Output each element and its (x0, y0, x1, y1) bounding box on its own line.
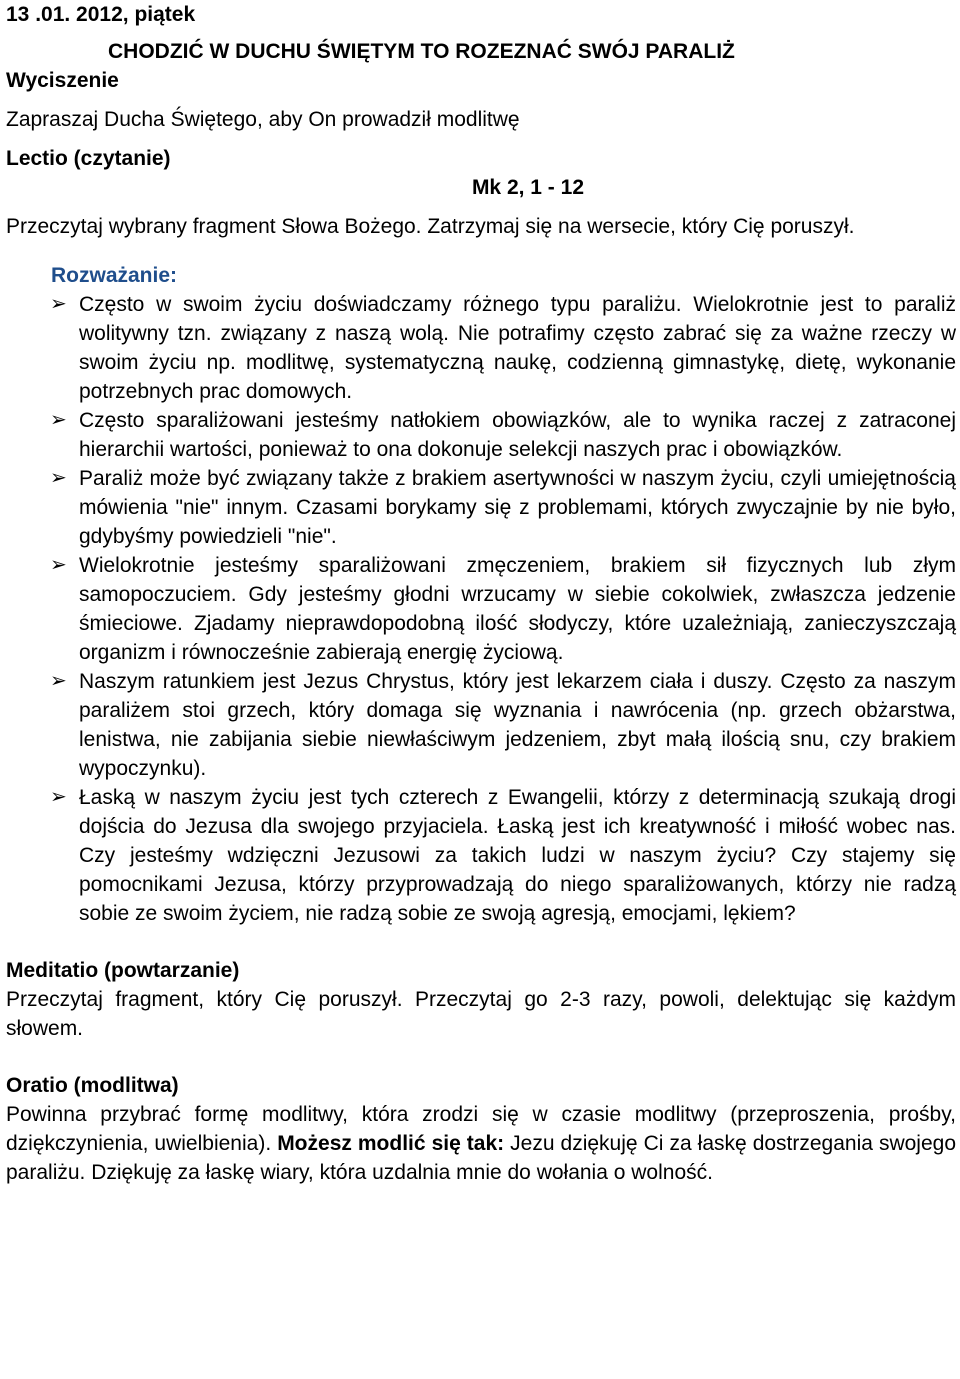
scripture-reference: Mk 2, 1 - 12 (471, 176, 584, 199)
oratio-heading: Oratio (modlitwa) (6, 1074, 179, 1097)
list-item-text: Wielokrotnie jesteśmy sparaliżowani zmęczeniem, brakiem sił fizycznych lub złym samopoczuciem. Gdy jesteśmy głodni wrzucamy w siebie cokolwiek, zwłaszcza jedzenie śmieciowe. Zjadamy nieprawdopodobną ilość słodyczy, które uzależniają, zanieczyszczają organizm i równocześnie zabierają energię życiową. (79, 554, 956, 664)
list-item-text: Często sparaliżowani jesteśmy natłokiem obowiązków, ale to wynika raczej z zatraconej hierarchii wartości, ponieważ to ona dokonuje selekcji naszych prac i obowiązków. (79, 409, 956, 461)
lectio-text: Przeczytaj wybrany fragment Słowa Bożego. Zatrzymaj się na wersecie, który Cię poruszył. (6, 215, 855, 238)
list-item (6, 551, 956, 667)
meditatio-text: Przeczytaj fragment, który Cię poruszył. Przeczytaj go 2-3 razy, powoli, delektując się każdym słowem. (6, 988, 956, 1040)
list-item-text: Paraliż może być związany także z brakiem asertywności w naszym życiu, czyli umiejętnością mówienia "nie" innym. Czasami borykamy się z problemami, których zwyczajnie by nie było, gdybyśmy powiedzieli "nie". (79, 467, 956, 548)
list-item (6, 290, 956, 406)
arrow-bullet-icon: ➢ (50, 409, 67, 431)
rozwazanie-list (6, 290, 956, 928)
list-item-text: Łaską w naszym życiu jest tych czterech z Ewangelii, którzy z determinacją szukają drogi dojścia do Jezusa dla swojego przyjaciela. Łaską jest ich kreatywność i miłość wobec nas. Czy jesteśmy wdzięczni Jezusowi za takich ludzi w naszym życiu? Czy stajemy się pomocnikami Jezusa, którzy przyprowadzają do niego sparaliżowanych, którzy nie radzą sobie ze swoim życiem, nie radzą sobie ze swoją agresją, emocjami, lękiem? (79, 786, 956, 925)
meditatio-heading: Meditatio (powtarzanie) (6, 959, 240, 982)
list-item (6, 783, 956, 928)
oratio-text-before: Powinna przybrać formę modlitwy, która zrodzi się w czasie modlitwy (przeproszenia, prośby, dziękczynienia, uwielbienia). (6, 1103, 956, 1155)
arrow-bullet-icon: ➢ (50, 293, 67, 315)
arrow-bullet-icon: ➢ (50, 786, 67, 808)
rozwazanie-heading: Rozważanie: (51, 264, 178, 287)
list-item (6, 667, 956, 783)
oratio-text (6, 1100, 956, 1187)
wyciszenie-text: Zapraszaj Ducha Świętego, aby On prowadził modlitwę (6, 108, 520, 131)
arrow-bullet-icon: ➢ (50, 467, 67, 489)
arrow-bullet-icon: ➢ (50, 554, 67, 576)
list-item-text: Naszym ratunkiem jest Jezus Chrystus, który jest lekarzem ciała i duszy. Często za naszym paraliżem stoi grzech, który domaga się wyznania i nawrócenia (np. grzech obżarstwa, lenistwa, nie zabijania siebie niewłaściwym jedzeniem, zbyt małą ilością snu, czy brakiem wypoczynku). (79, 670, 956, 780)
list-item (6, 406, 956, 464)
document-page (6, 0, 956, 1187)
arrow-bullet-icon: ➢ (50, 670, 67, 692)
oratio-bold-phrase: Możesz modlić się tak: (277, 1132, 505, 1155)
date-line: 13 .01. 2012, piątek (6, 3, 196, 26)
list-item (6, 464, 956, 551)
page-title: CHODZIĆ W DUCHU ŚWIĘTYM TO ROZEZNAĆ SWÓJ PARALIŻ (108, 40, 735, 63)
oratio-text-after: Jezu dziękuję Ci za łaskę dostrzegania swojego paraliżu. Dziękuję za łaskę wiary, która uzdalnia mnie do wołania o wolność. (6, 1132, 957, 1184)
lectio-heading: Lectio (czytanie) (6, 147, 171, 170)
list-item-text: Często w swoim życiu doświadczamy różnego typu paraliżu. Wielokrotnie jest to paraliż wolitywny tzn. związany z naszą wolą. Nie potrafimy często zabrać się za ważne rzeczy w swoim życiu np. modlitwę, systematyczną naukę, codzienną gimnastykę, dietę, wykonanie potrzebnych prac domowych. (79, 293, 956, 403)
wyciszenie-heading: Wyciszenie (6, 69, 119, 92)
